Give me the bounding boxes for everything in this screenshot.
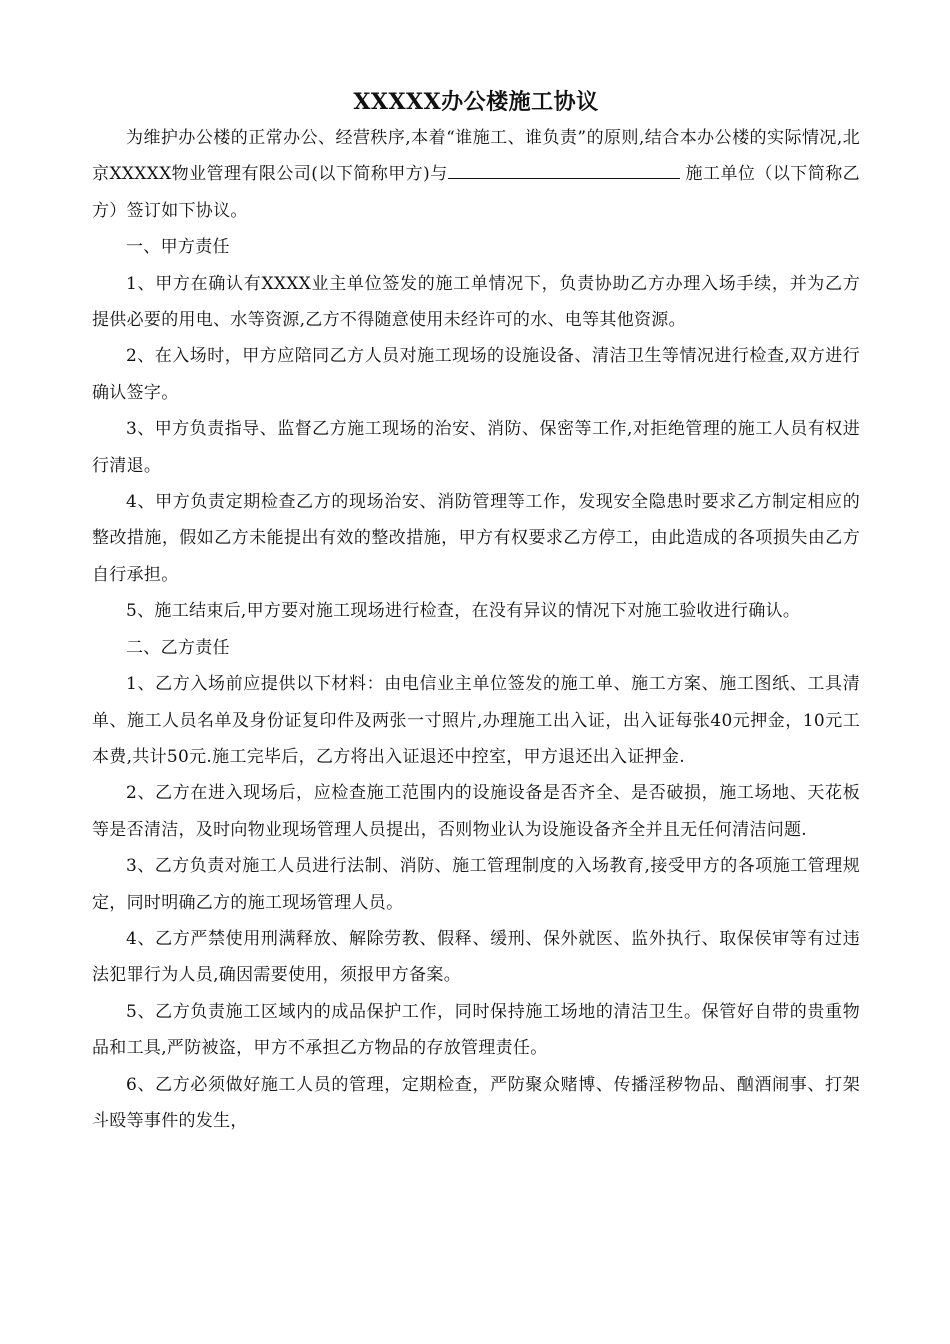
intro-paragraph	[92, 120, 860, 229]
party-a-clause-1: 1、甲方在确认有XXXX业主单位签发的施工单情况下，负责协助乙方办理入场手续，并为乙方提供必要的用电、水等资源,乙方不得随意使用未经许可的水、电等其他资源。	[92, 273, 860, 331]
party-a-clause-4: 4、甲方负责定期检查乙方的现场治安、消防管理等工作，发现安全隐患时要求乙方制定相应的整改措施，假如乙方未能提出有效的整改措施，甲方有权要求乙方停工，由此造成的各项损失由乙方自行承担。	[92, 492, 860, 585]
party-name-blank	[448, 164, 680, 179]
party-b-clause-4: 4、乙方严禁使用刑满释放、解除劳教、假释、缓刑、保外就医、监外执行、取保侯审等有过违法犯罪行为人员,确因需要使用，须报甲方备案。	[92, 928, 860, 986]
party-b-clause-3: 3、乙方负责对施工人员进行法制、消防、施工管理制度的入场教育,接受甲方的各项施工管理规定，同时明确乙方的施工现场管理人员。	[92, 856, 860, 913]
document-page	[92, 84, 860, 1139]
party-a-clause-5: 5、施工结束后,甲方要对施工现场进行检查，在没有异议的情况下对施工验收进行确认。	[126, 601, 801, 622]
section-heading-party-a: 一、甲方责任	[126, 237, 230, 258]
party-b-clause-5: 5、乙方负责施工区域内的成品保护工作，同时保持施工场地的清洁卫生。保管好自带的贵重物品和工具,严防被盗，甲方不承担乙方物品的存放管理责任。	[92, 1001, 860, 1059]
party-a-clause-2: 2、在入场时，甲方应陪同乙方人员对施工现场的设施设备、清洁卫生等情况进行检查,双方进行确认签字。	[92, 346, 860, 403]
party-b-clause-1: 1、乙方入场前应提供以下材料：由电信业主单位签发的施工单、施工方案、施工图纸、工具清单、施工人员名单及身份证复印件及两张一寸照片,办理施工出入证，出入证每张40元押金，10元工本费,共计50元.施工完毕后，乙方将出入证退还中控室，甲方退还出入证押金.	[92, 674, 860, 767]
section-heading-party-b: 二、乙方责任	[126, 637, 230, 658]
party-b-clause-6: 6、乙方必须做好施工人员的管理，定期检查，严防聚众赌博、传播淫秽物品、酗酒闹事、打架斗殴等事件的发生，	[92, 1074, 860, 1131]
intro-text-after-blank: 施工单位（以下简称乙方）签订如下协议。	[92, 164, 860, 221]
document-title: XXXXX办公楼施工协议	[353, 89, 599, 115]
party-a-clause-3: 3、甲方负责指导、监督乙方施工现场的治安、消防、保密等工作,对拒绝管理的施工人员有权进行清退。	[92, 419, 860, 476]
intro-text-before-blank: 为维护办公楼的正常办公、经营秩序,本着“谁施工、谁负责”的原则,结合本办公楼的实际情况,北京XXXXX物业管理有限公司(以下简称甲方)与	[92, 128, 860, 185]
party-b-clause-2: 2、乙方在进入现场后，应检查施工范围内的设施设备是否齐全、是否破损，施工场地、天花板等是否清洁，及时向物业现场管理人员提出，否则物业认为设施设备齐全并且无任何清洁问题.	[92, 783, 860, 840]
